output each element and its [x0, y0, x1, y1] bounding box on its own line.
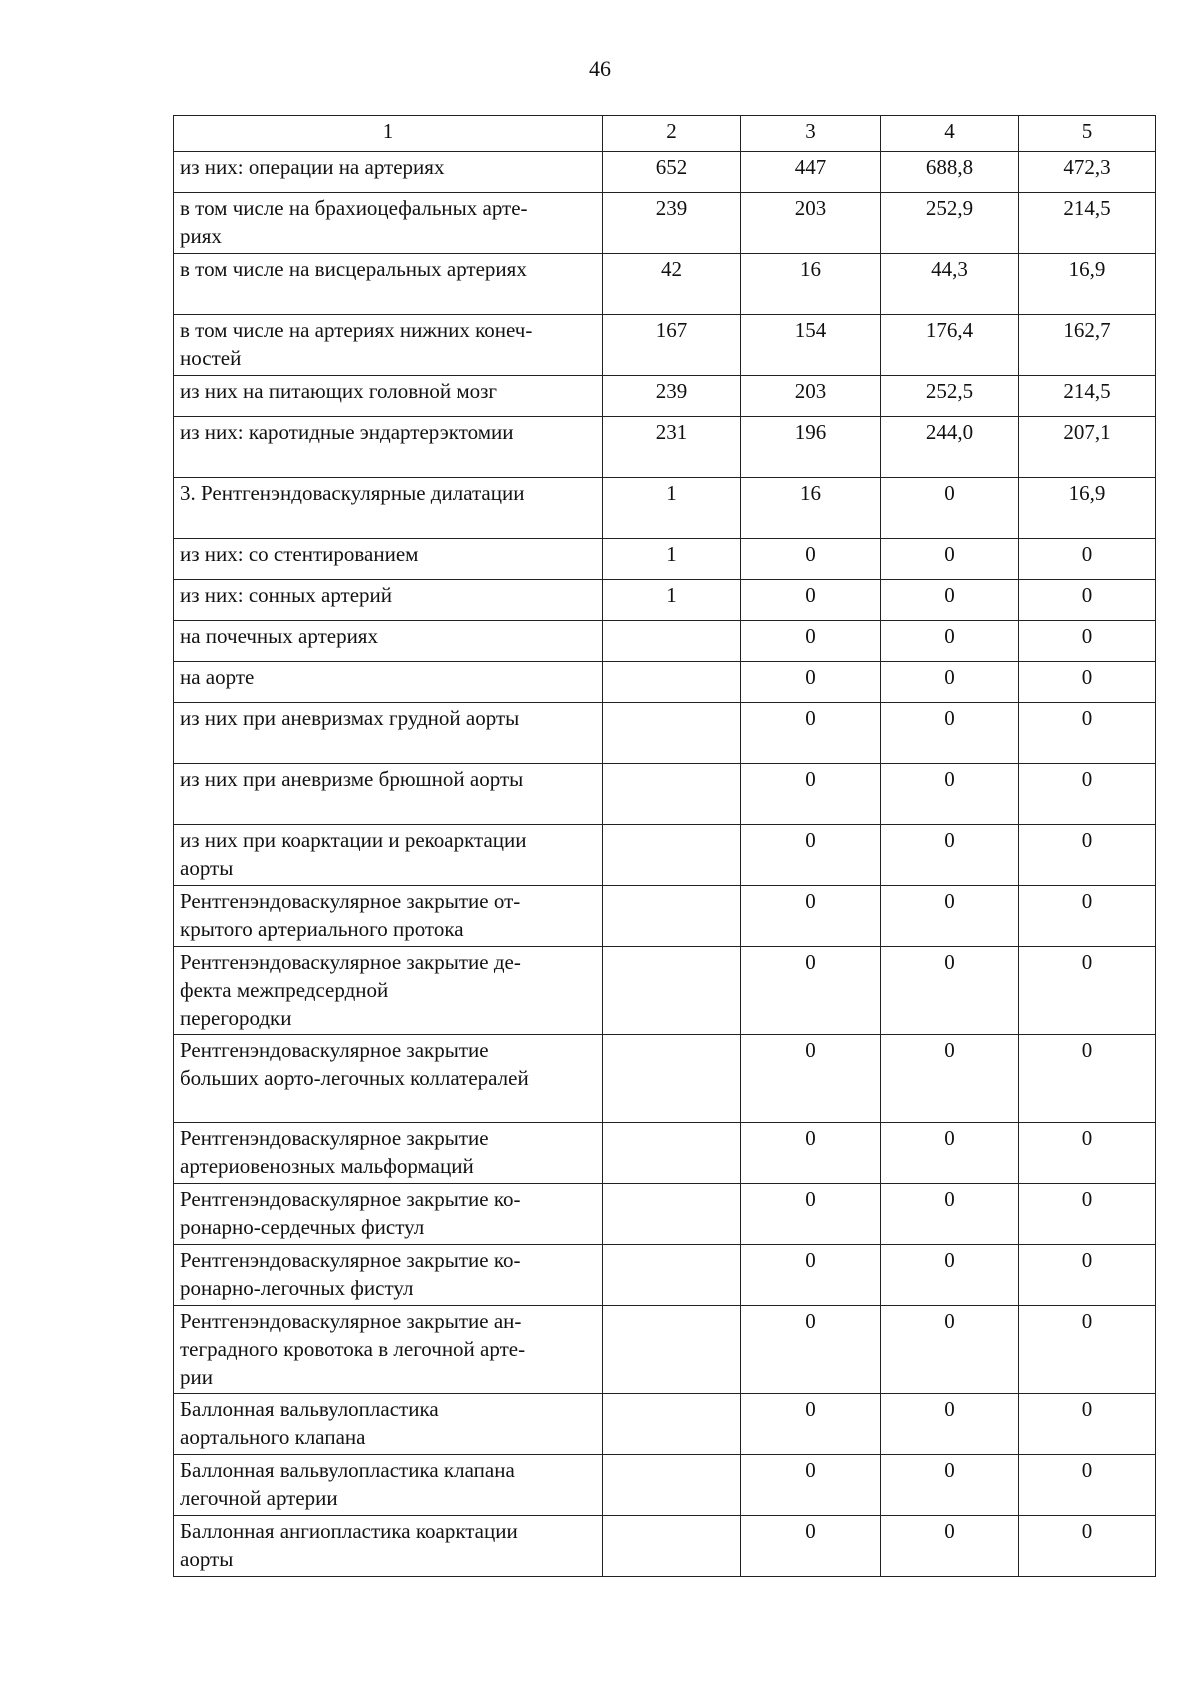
table-row — [174, 1123, 1156, 1184]
table-row — [174, 1184, 1156, 1245]
cell-col-5: 472,3 — [1019, 152, 1156, 193]
row-label — [174, 886, 603, 947]
cell-col-4: 0 — [881, 947, 1019, 1035]
row-label-line: ронарно-сердечных фистул — [180, 1215, 425, 1239]
cell-col-3: 154 — [741, 315, 881, 376]
row-label-line: Рентгенэндоваскулярное закрытие ан- — [180, 1309, 522, 1333]
cell-col-3: 0 — [741, 580, 881, 621]
row-label-line: Рентгенэндоваскулярное закрытие от- — [180, 889, 521, 913]
cell-col-4: 0 — [881, 1245, 1019, 1306]
cell-col-3: 0 — [741, 539, 881, 580]
row-label — [174, 1245, 603, 1306]
cell-col-4: 0 — [881, 886, 1019, 947]
row-label-line: на почечных артериях — [180, 624, 378, 648]
cell-col-3: 203 — [741, 193, 881, 254]
cell-col-2 — [603, 1184, 741, 1245]
row-label-line: Рентгенэндоваскулярное закрытие ко- — [180, 1187, 521, 1211]
row-label — [174, 1455, 603, 1516]
row-label — [174, 376, 603, 417]
cell-col-3: 0 — [741, 947, 881, 1035]
row-label-line: Баллонная вальвулопластика клапана — [180, 1458, 515, 1482]
cell-col-5: 0 — [1019, 1394, 1156, 1455]
cell-col-3: 0 — [741, 1394, 881, 1455]
cell-col-3: 16 — [741, 254, 881, 315]
cell-col-4: 176,4 — [881, 315, 1019, 376]
row-label-line: 3. Рентгенэндоваскулярные дилатации — [180, 481, 525, 505]
cell-col-4: 0 — [881, 478, 1019, 539]
row-label — [174, 703, 603, 764]
row-label-line: аорты — [180, 856, 234, 880]
cell-col-2 — [603, 1516, 741, 1577]
cell-col-2: 1 — [603, 539, 741, 580]
row-label-line: легочной артерии — [180, 1486, 338, 1510]
cell-col-5: 0 — [1019, 621, 1156, 662]
cell-col-4: 244,0 — [881, 417, 1019, 478]
cell-col-5: 0 — [1019, 947, 1156, 1035]
table-row — [174, 662, 1156, 703]
cell-col-3: 0 — [741, 1245, 881, 1306]
cell-col-3: 0 — [741, 621, 881, 662]
cell-col-4: 0 — [881, 703, 1019, 764]
cell-col-5: 0 — [1019, 825, 1156, 886]
column-header-1: 1 — [174, 116, 603, 152]
cell-col-2 — [603, 1123, 741, 1184]
row-label-line: из них при аневризмах грудной аорты — [180, 706, 520, 730]
table-row — [174, 152, 1156, 193]
cell-col-4: 688,8 — [881, 152, 1019, 193]
cell-col-2 — [603, 1306, 741, 1394]
page-number: 46 — [589, 56, 611, 81]
cell-col-2 — [603, 947, 741, 1035]
cell-col-5: 0 — [1019, 1035, 1156, 1123]
row-label-line: ностей — [180, 346, 242, 370]
row-label-line: из них при аневризме брюшной аорты — [180, 767, 524, 791]
row-label-line: в том числе на артериях нижних конеч- — [180, 318, 533, 342]
row-label — [174, 1184, 603, 1245]
column-header-4: 4 — [881, 116, 1019, 152]
cell-col-5: 0 — [1019, 1455, 1156, 1516]
cell-col-5: 0 — [1019, 1123, 1156, 1184]
cell-col-4: 252,9 — [881, 193, 1019, 254]
cell-col-4: 0 — [881, 1184, 1019, 1245]
row-label — [174, 315, 603, 376]
cell-col-5: 16,9 — [1019, 478, 1156, 539]
table-row — [174, 1394, 1156, 1455]
cell-col-2 — [603, 703, 741, 764]
cell-col-5: 0 — [1019, 1306, 1156, 1394]
cell-col-5: 0 — [1019, 764, 1156, 825]
row-label-line: артериовенозных мальформаций — [180, 1154, 474, 1178]
row-label-line: аортального клапана — [180, 1425, 366, 1449]
table-row — [174, 539, 1156, 580]
cell-col-2 — [603, 825, 741, 886]
cell-col-4: 0 — [881, 1455, 1019, 1516]
cell-col-2 — [603, 886, 741, 947]
row-label — [174, 193, 603, 254]
procedures-table — [173, 115, 1156, 1577]
cell-col-3: 0 — [741, 662, 881, 703]
row-label-line: теградного кровотока в легочной арте- — [180, 1337, 526, 1361]
row-label-line: в том числе на висцеральных артериях — [180, 257, 527, 281]
row-label — [174, 1516, 603, 1577]
cell-col-3: 196 — [741, 417, 881, 478]
row-label-line: Рентгенэндоваскулярное закрытие ко- — [180, 1248, 521, 1272]
cell-col-3: 0 — [741, 1035, 881, 1123]
row-label-line: из них: сонных артерий — [180, 583, 393, 607]
cell-col-5: 0 — [1019, 539, 1156, 580]
row-label — [174, 152, 603, 193]
row-label-line: Рентгенэндоваскулярное закрытие — [180, 1126, 489, 1150]
cell-col-5: 0 — [1019, 886, 1156, 947]
column-header-3: 3 — [741, 116, 881, 152]
cell-col-3: 0 — [741, 1184, 881, 1245]
row-label — [174, 478, 603, 539]
cell-col-3: 16 — [741, 478, 881, 539]
column-header-2: 2 — [603, 116, 741, 152]
table-row — [174, 947, 1156, 1035]
table-row — [174, 376, 1156, 417]
row-label — [174, 621, 603, 662]
cell-col-4: 0 — [881, 825, 1019, 886]
cell-col-4: 0 — [881, 764, 1019, 825]
row-label-line: в том числе на брахиоцефальных арте- — [180, 196, 528, 220]
cell-col-3: 0 — [741, 1455, 881, 1516]
cell-col-4: 44,3 — [881, 254, 1019, 315]
cell-col-4: 0 — [881, 1123, 1019, 1184]
row-label-line: перегородки — [180, 1006, 292, 1030]
cell-col-5: 0 — [1019, 1516, 1156, 1577]
row-label-line: больших аорто-легочных коллатералей — [180, 1066, 529, 1090]
row-label-line: Рентгенэндоваскулярное закрытие де- — [180, 950, 521, 974]
row-label-line: риях — [180, 224, 222, 248]
cell-col-5: 0 — [1019, 580, 1156, 621]
cell-col-3: 203 — [741, 376, 881, 417]
cell-col-5: 214,5 — [1019, 193, 1156, 254]
row-label-line: из них: каротидные эндартерэктомии — [180, 420, 514, 444]
cell-col-5: 0 — [1019, 1245, 1156, 1306]
row-label — [174, 662, 603, 703]
cell-col-2: 231 — [603, 417, 741, 478]
row-label-line: Баллонная вальвулопластика — [180, 1397, 439, 1421]
cell-col-4: 0 — [881, 621, 1019, 662]
table-header-row — [174, 116, 1156, 152]
cell-col-3: 447 — [741, 152, 881, 193]
cell-col-2: 1 — [603, 478, 741, 539]
cell-col-5: 0 — [1019, 703, 1156, 764]
row-label-line: ронарно-легочных фистул — [180, 1276, 414, 1300]
table-row — [174, 825, 1156, 886]
table-row — [174, 580, 1156, 621]
cell-col-3: 0 — [741, 764, 881, 825]
cell-col-4: 0 — [881, 1035, 1019, 1123]
table-row — [174, 315, 1156, 376]
table-row — [174, 1306, 1156, 1394]
cell-col-2 — [603, 764, 741, 825]
cell-col-2: 239 — [603, 376, 741, 417]
row-label — [174, 764, 603, 825]
cell-col-5: 162,7 — [1019, 315, 1156, 376]
table-row — [174, 1245, 1156, 1306]
cell-col-4: 0 — [881, 1394, 1019, 1455]
row-label-line: крытого артериального протока — [180, 917, 464, 941]
table-row — [174, 417, 1156, 478]
row-label-line: из них: операции на артериях — [180, 155, 445, 179]
row-label-line: Рентгенэндоваскулярное закрытие — [180, 1038, 489, 1062]
cell-col-2 — [603, 621, 741, 662]
row-label — [174, 1306, 603, 1394]
row-label — [174, 417, 603, 478]
cell-col-2 — [603, 1245, 741, 1306]
table-row — [174, 478, 1156, 539]
cell-col-5: 0 — [1019, 662, 1156, 703]
cell-col-3: 0 — [741, 1516, 881, 1577]
row-label — [174, 580, 603, 621]
row-label — [174, 1035, 603, 1123]
cell-col-5: 0 — [1019, 1184, 1156, 1245]
row-label-line: на аорте — [180, 665, 255, 689]
table-row — [174, 764, 1156, 825]
cell-col-2: 652 — [603, 152, 741, 193]
cell-col-4: 252,5 — [881, 376, 1019, 417]
row-label-line: из них на питающих головной мозг — [180, 379, 498, 403]
row-label-line: аорты — [180, 1547, 234, 1571]
cell-col-5: 214,5 — [1019, 376, 1156, 417]
cell-col-4: 0 — [881, 580, 1019, 621]
row-label-line: Баллонная ангиопластика коарктации — [180, 1519, 518, 1543]
cell-col-3: 0 — [741, 1306, 881, 1394]
cell-col-3: 0 — [741, 825, 881, 886]
row-label — [174, 1394, 603, 1455]
cell-col-2: 1 — [603, 580, 741, 621]
table-row — [174, 254, 1156, 315]
row-label-line: фекта межпредсердной — [180, 978, 389, 1002]
cell-col-2: 167 — [603, 315, 741, 376]
table-row — [174, 1516, 1156, 1577]
cell-col-5: 16,9 — [1019, 254, 1156, 315]
cell-col-2 — [603, 1035, 741, 1123]
table-row — [174, 1035, 1156, 1123]
column-header-5: 5 — [1019, 116, 1156, 152]
row-label — [174, 254, 603, 315]
row-label — [174, 1123, 603, 1184]
row-label — [174, 539, 603, 580]
row-label — [174, 947, 603, 1035]
table-row — [174, 703, 1156, 764]
row-label-line: из них при коарктации и рекоарктации — [180, 828, 527, 852]
cell-col-2: 239 — [603, 193, 741, 254]
cell-col-4: 0 — [881, 662, 1019, 703]
row-label — [174, 825, 603, 886]
cell-col-2 — [603, 1455, 741, 1516]
table-row — [174, 1455, 1156, 1516]
row-label-line: из них: со стентированием — [180, 542, 419, 566]
cell-col-4: 0 — [881, 539, 1019, 580]
table-row — [174, 193, 1156, 254]
table-row — [174, 886, 1156, 947]
cell-col-2 — [603, 662, 741, 703]
row-label-line: рии — [180, 1365, 213, 1389]
cell-col-2: 42 — [603, 254, 741, 315]
table-row — [174, 621, 1156, 662]
cell-col-3: 0 — [741, 703, 881, 764]
cell-col-2 — [603, 1394, 741, 1455]
cell-col-4: 0 — [881, 1516, 1019, 1577]
cell-col-3: 0 — [741, 886, 881, 947]
cell-col-4: 0 — [881, 1306, 1019, 1394]
cell-col-5: 207,1 — [1019, 417, 1156, 478]
cell-col-3: 0 — [741, 1123, 881, 1184]
